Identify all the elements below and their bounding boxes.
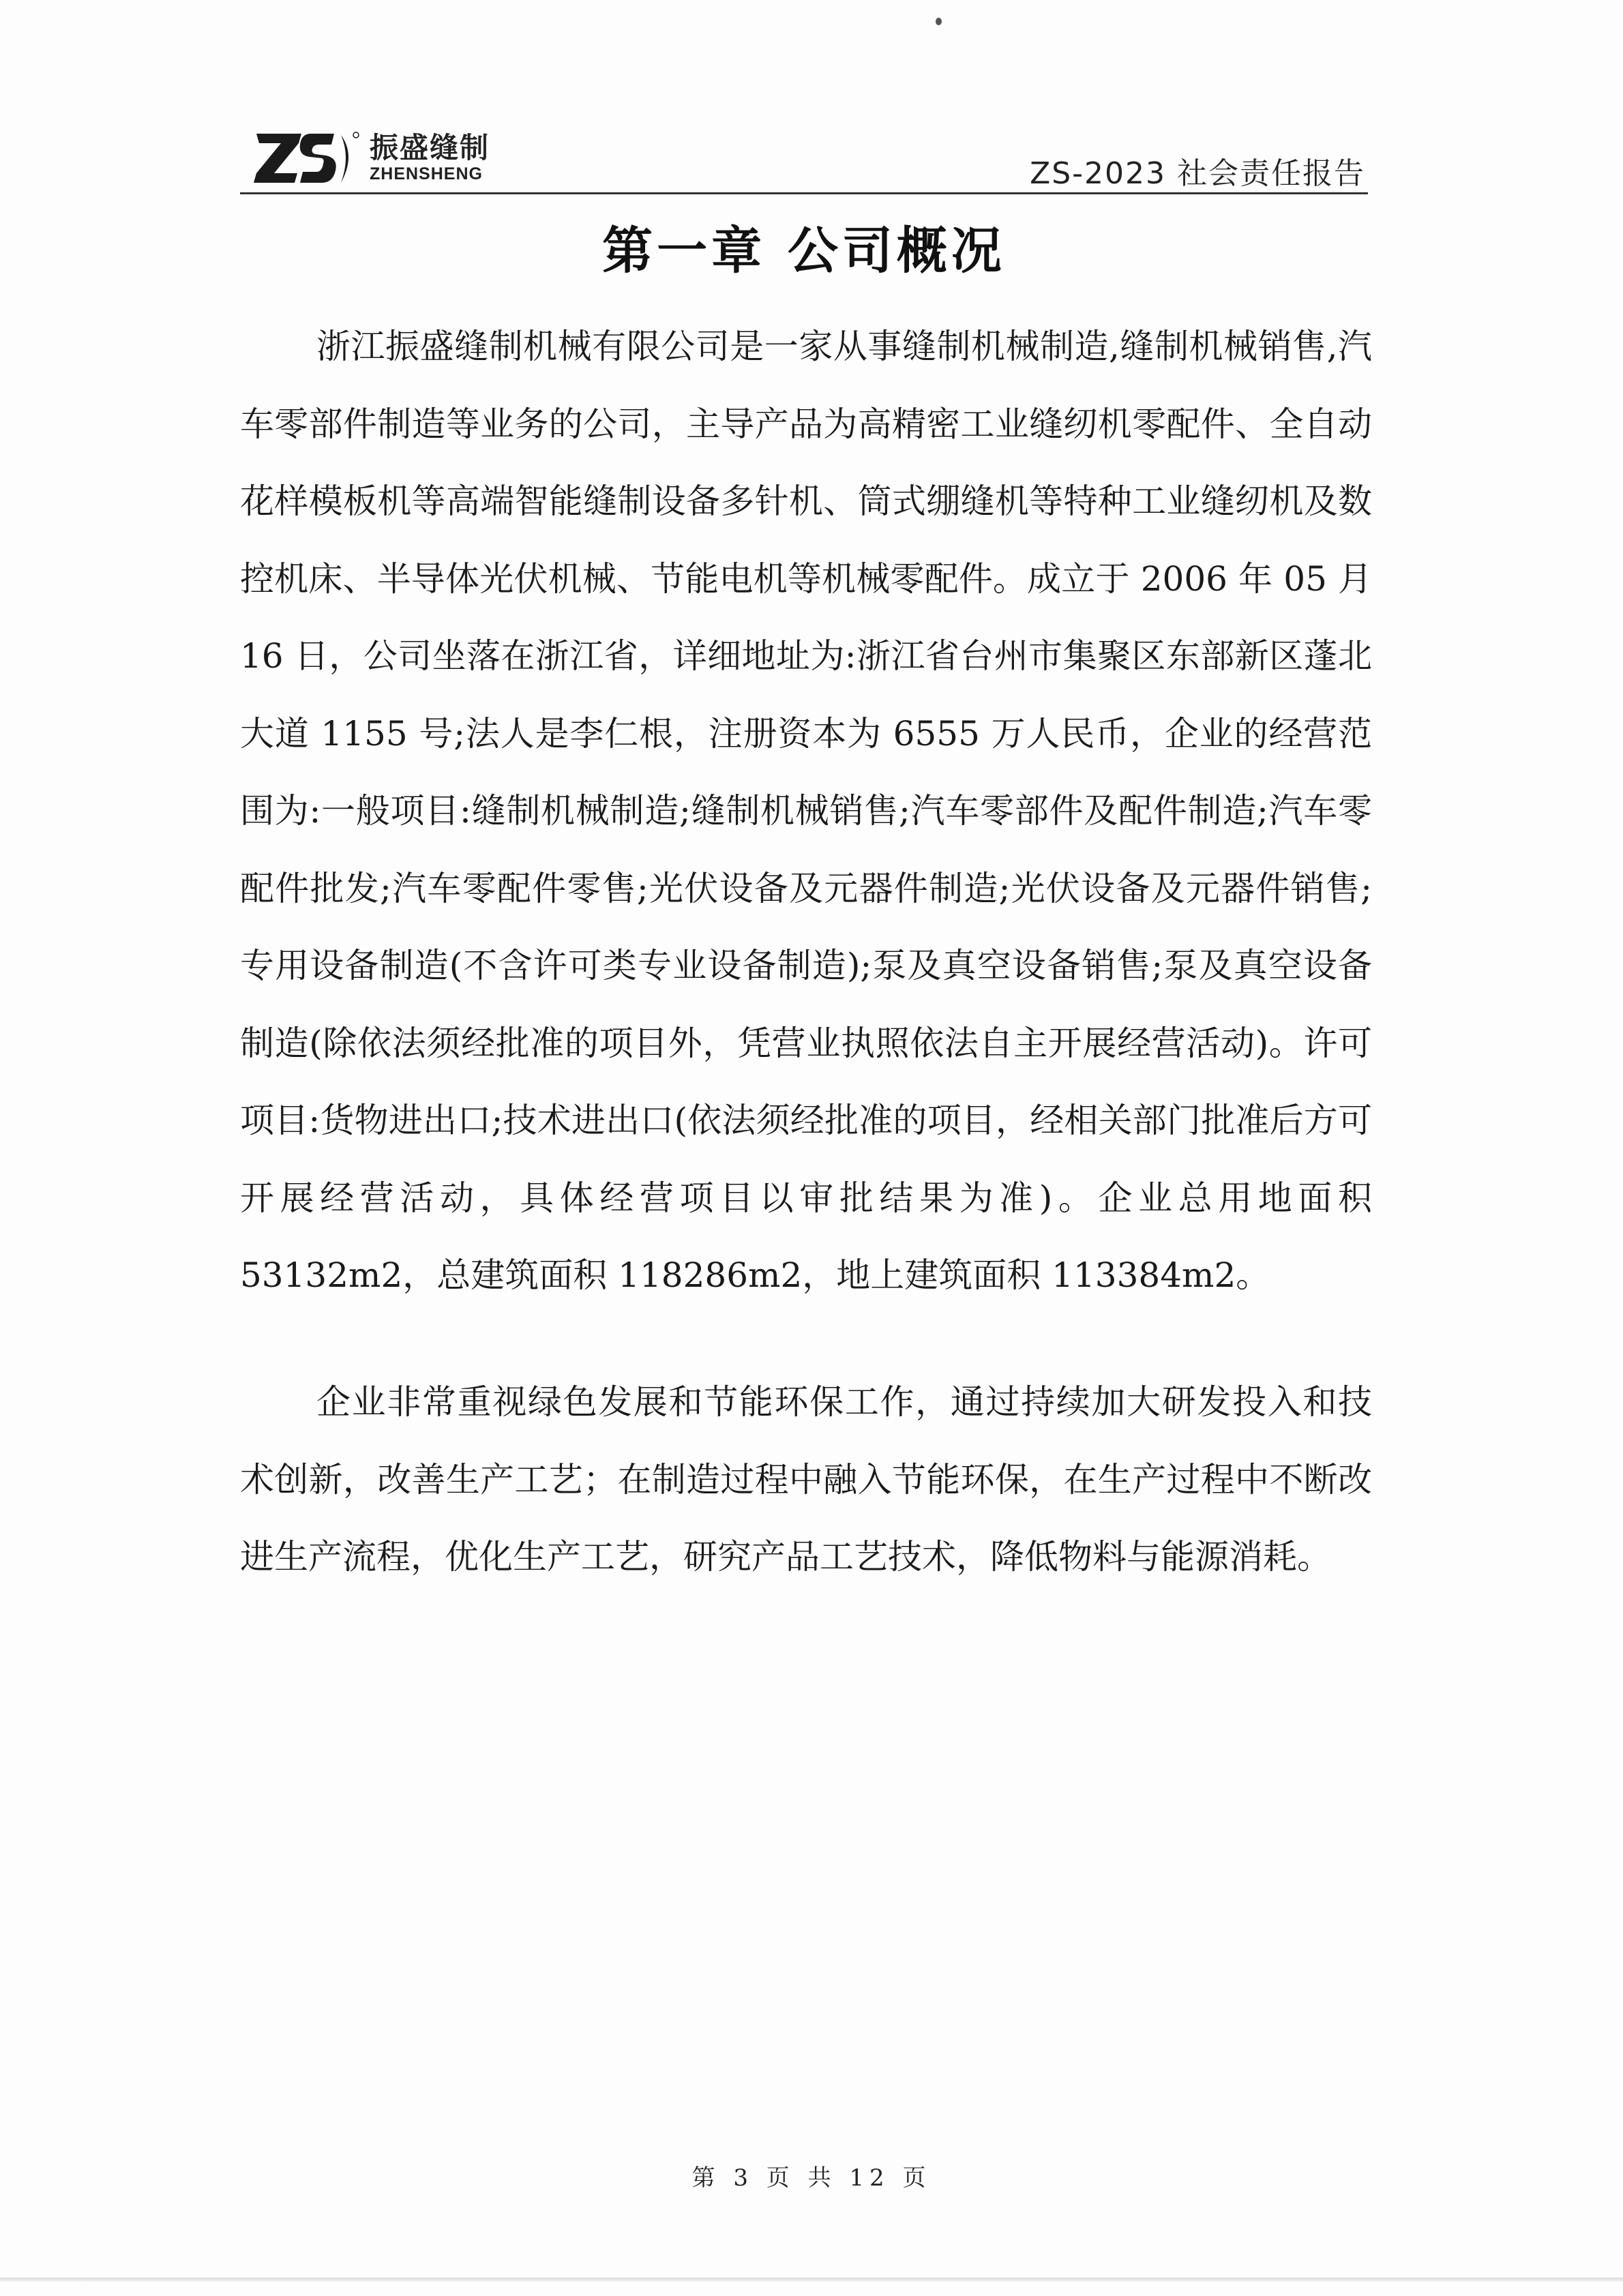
report-title: ZS-2023 社会责任报告 bbox=[1030, 156, 1365, 191]
paragraph-company-overview: 浙江振盛缝制机械有限公司是一家从事缝制机械制造,缝制机械销售,汽车零部件制造等业务的公司，主导产品为高精密工业缝纫机零配件、全自动花样模板机等高端智能缝制设备多针机、筒式绷缝机等特种工业缝纫机及数控机床、半导体光伏机械、节能电机等机械零配件。成立于 2006 年 05 月 16 日，公司坐落在浙江省，详细地址为:浙江省台州市集聚区东部新区蓬北大道 1155 号;法人是李仁根，注册资本为 6555 万人民币，企业的经营范围为:一般项目:缝制机械制造;缝制机械销售;汽车零部件及配件制造;汽车零配件批发;汽车零配件零售;光伏设备及元器件制造;光伏设备及元器件销售;专用设备制造(不含许可类专业设备制造);泵及真空设备销售;泵及真空设备制造(除依法须经批准的项目外，凭营业执照依法自主开展经营活动)。许可项目:货物进出口;技术进出口(依法须经批准的项目，经相关部门批准后方可开展经营活动，具体经营项目以审批结果为准)。企业总用地面积 53132m2，总建筑面积 118286m2，地上建筑面积 113384m2。 bbox=[240, 327, 1372, 1295]
header-divider bbox=[240, 192, 1368, 194]
page-header bbox=[240, 117, 1365, 192]
logo-chinese-name: 振盛缝制 bbox=[370, 131, 490, 164]
paragraph-green-development: 企业非常重视绿色发展和节能环保工作，通过持续加大研发投入和技术创新，改善生产工艺；在制造过程中融入节能环保，在生产过程中不断改进生产流程，优化生产工艺，研究产品工艺技术，降低物料与能源消耗。 bbox=[240, 1382, 1372, 1577]
company-logo bbox=[254, 127, 490, 188]
scan-speck bbox=[936, 18, 942, 25]
zs-logo-icon bbox=[254, 128, 363, 187]
scan-bottom-edge bbox=[0, 2278, 1623, 2282]
page-number: 第 3 页 共 12 页 bbox=[691, 2164, 932, 2192]
logo-english-name: ZHENSHENG bbox=[370, 164, 483, 183]
chapter-title: 第一章 公司概况 bbox=[602, 222, 1006, 280]
logo-text bbox=[370, 132, 490, 183]
